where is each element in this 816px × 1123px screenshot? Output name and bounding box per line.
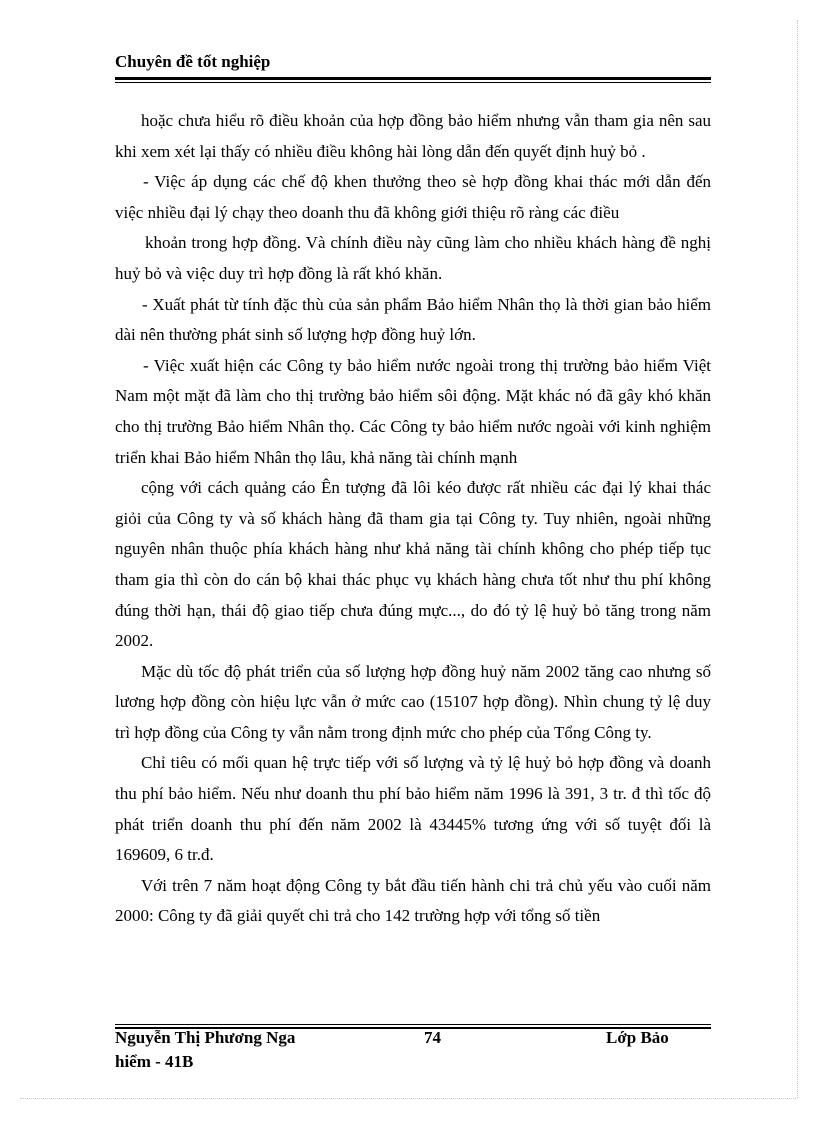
paragraph: Mặc dù tốc độ phát triển của số lượng hợp đồng huỷ năm 2002 tăng cao nhưng số lương hợp đồng còn hiệu lực vẫn ở mức cao (15107 hợp đồng). Nhìn chung tỷ lệ duy trì hợp đồng của Công ty vẫn nằm trong định mức cho phép của Tổng Công ty. [115,661,711,742]
footer-class-continuation: hiểm - 41B [115,1052,194,1071]
paragraph: khoản trong hợp đồng. Và chính điều này cũng làm cho nhiều khách hàng đề nghị huỷ bỏ và việc duy trì hợp đồng là rất khó khăn. [115,233,711,283]
page-border-right [797,20,798,1098]
header-rule-thin [115,82,711,83]
paragraph: - Xuất phát từ tính đặc thù của sản phẩm Bảo hiểm Nhân thọ là thời gian bảo hiểm dài nên thường phát sinh số lượng hợp đồng huỷ lớn. [115,294,711,345]
paragraph: Với trên 7 năm hoạt động Công ty bắt đầu tiến hành chi trả chủ yếu vào cuối năm 2000: Công ty đã giải quyết chi trả cho 142 trường hợp với tổng số tiền [115,875,711,926]
paragraph: hoặc chưa hiểu rõ điều khoản của hợp đồng bảo hiểm nhưng vẫn tham gia nên sau khi xem xét lại thấy có nhiều điều không hài lòng dẫn đến quyết định huỷ bỏ . [115,111,711,161]
paragraph: cộng với cách quảng cáo Ên tượng đã lôi kéo được rất nhiều các đại lý khai thác giỏi của Công ty và số khách hàng đã tham gia tại Công ty. Tuy nhiên, ngoài những nguyên nhân thuộc phía khách hàng như khả năng tài chính không cho phép tiếp tục tham gia thì còn do cán bộ khai thác phục vụ khách hàng chưa tốt như thu phí không đúng thời hạn, thái độ giao tiếp chưa đúng mực..., do đó tỷ lệ huỷ bỏ tăng trong năm 2002. [115,478,711,651]
footer-class: Lớp Bảo [606,1028,669,1047]
paragraph: - Việc áp dụng các chế độ khen thưởng theo sè hợp đồng khai thác mới dẫn đến việc nhiều đại lý chạy theo doanh thu đã không giới thiệu rõ ràng các điều [115,172,711,222]
page-border-bottom [20,1098,796,1099]
footer-rule-thin [115,1024,711,1025]
page-number: 74 [424,1028,441,1047]
paragraph: - Việc xuất hiện các Công ty bảo hiểm nước ngoài trong thị trường bảo hiểm Việt Nam một mặt đã làm cho thị trường bảo hiểm sôi động. Mặt khác nó đã gây khó khăn cho thị trường Bảo hiểm Nhân thọ. Các Công ty bảo hiểm nước ngoài với kinh nghiệm triển khai Bảo hiểm Nhân thọ lâu, khả năng tài chính mạnh [115,355,711,467]
paragraph: Chỉ tiêu có mối quan hệ trực tiếp với số lượng và tỷ lệ huỷ bỏ hợp đồng và doanh thu phí bảo hiểm. Nếu như doanh thu phí bảo hiểm năm 1996 là 391, 3 tr. đ thì tốc độ phát triển doanh thu phí đến năm 2002 là 43445% tương ứng với số tuyệt đối là 169609, 6 tr.đ. [115,753,711,865]
body-text [115,106,711,932]
footer-author: Nguyễn Thị Phương Nga [115,1028,296,1047]
header-title: Chuyên đề tốt nghiệp [115,52,271,71]
header-rule-thick [115,77,711,80]
